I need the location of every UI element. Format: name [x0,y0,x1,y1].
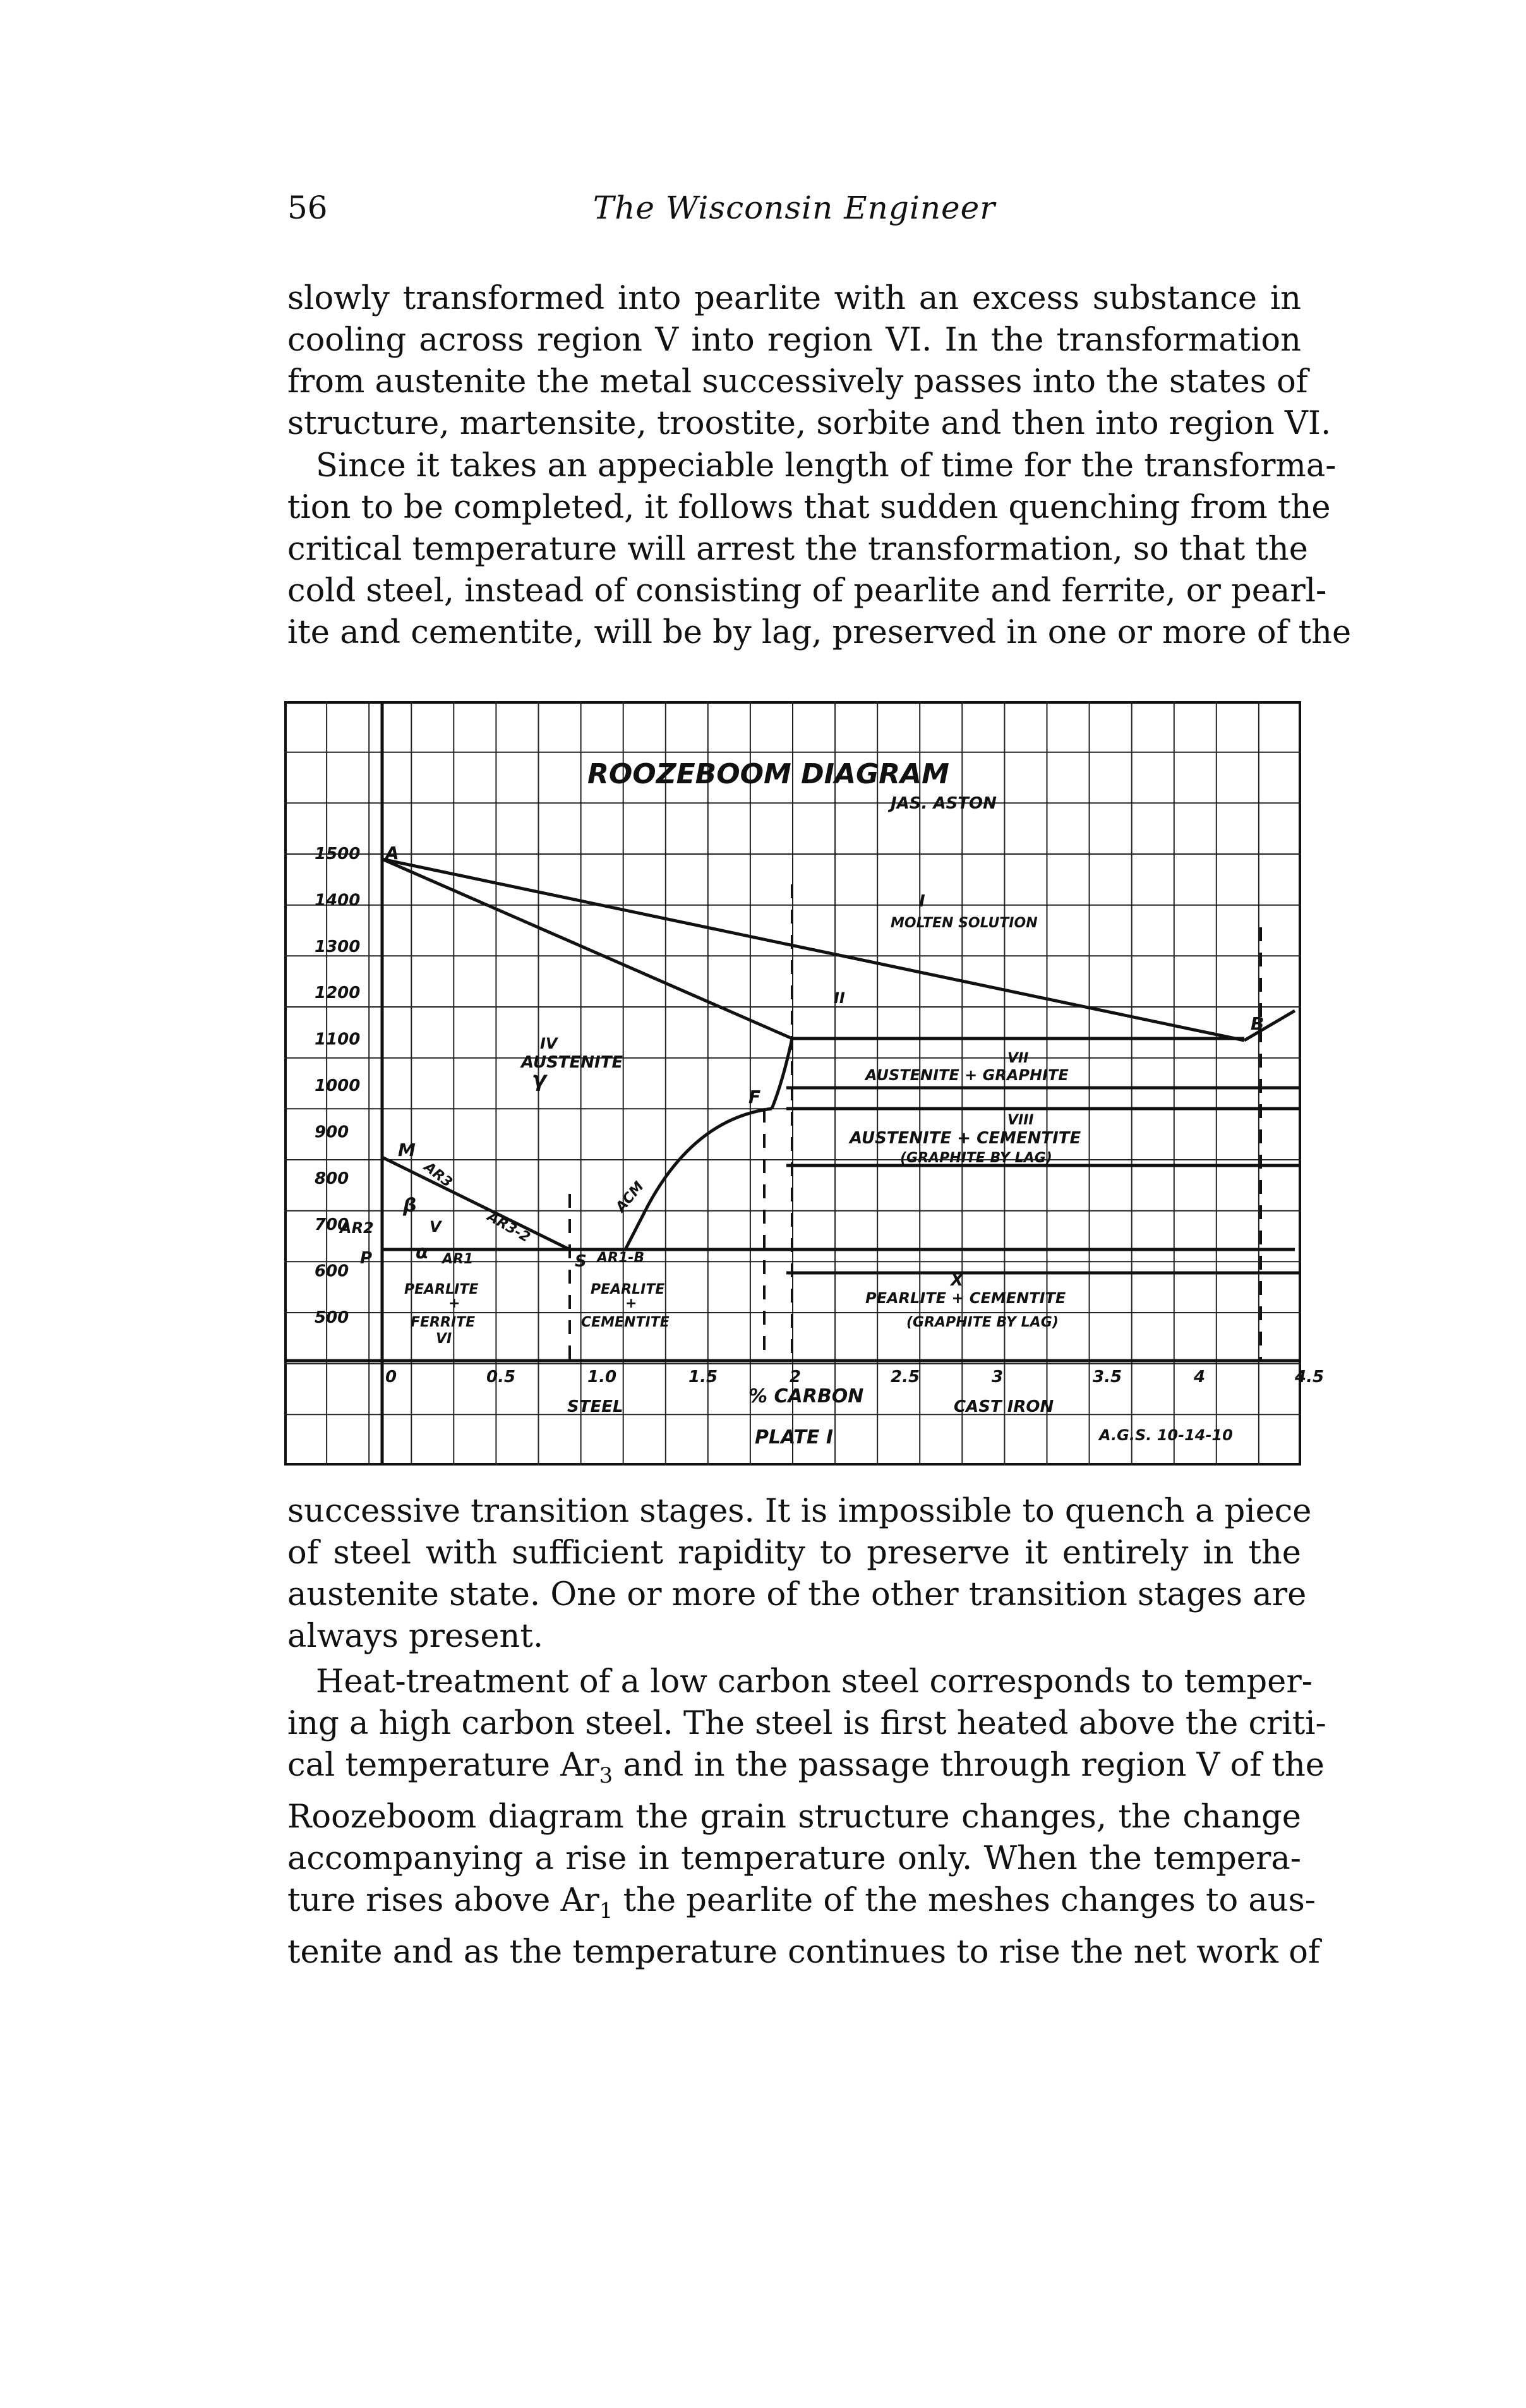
text-line: critical temperature will arrest the transformation, so that the [287,531,1308,568]
region-vi-num: VI [436,1331,452,1347]
text-line: structure, martensite, troostite, sorbite and then into region VI. [287,405,1331,442]
text-line: accompanying a rise in temperature only. When the tempera- [287,1840,1301,1878]
text-line: tion to be completed, it follows that sudden quenching from the [287,489,1331,526]
running-title: The Wisconsin Engineer [592,190,996,226]
text-fragment: and in the passage through region V of the [613,1747,1325,1784]
cementite-label-a: PEARLITE [591,1282,665,1297]
subscript: 3 [599,1763,613,1789]
ar2-label: AR2 [340,1219,374,1237]
paragraph-4 [287,1661,1326,1973]
region-viii-sub: (GRAPHITE BY LAG) [900,1150,1052,1166]
y-tick-label: 1000 [315,1076,361,1095]
diagram-title: ROOZEBOOM DIAGRAM [587,758,949,790]
plate-label: PLATE I [755,1426,834,1448]
y-tick-label: 900 [315,1123,349,1142]
region-vii-label: AUSTENITE + GRAPHITE [865,1066,1069,1084]
text-fragment: the pearlite of the meshes changes to aus- [613,1882,1316,1920]
x-tick-label: 1.0 [587,1368,617,1387]
region-vi-label-a: PEARLITE [404,1282,479,1297]
point-f: F [748,1087,761,1107]
text-line: Since it takes an appeciable length of time for the transforma- [316,447,1337,485]
diagram-author: JAS. ASTON [891,794,997,813]
x-tick-label: 4 [1194,1368,1206,1387]
x-tick-label: 3 [992,1368,1004,1387]
region-i-num: I [919,892,925,911]
region-x-num: X [951,1271,964,1290]
region-viii-label: AUSTENITE + CEMENTITE [850,1129,1081,1148]
region-vii-num: VII [1007,1050,1029,1066]
paragraph-3 [287,1491,1312,1658]
y-tick-label: 1500 [315,845,361,864]
region-vi-label-b: FERRITE [411,1315,476,1330]
y-tick-label: 700 [315,1215,349,1235]
page-header [287,190,1301,240]
point-m: M [398,1140,416,1160]
x-axis-title: % CARBON [748,1385,864,1407]
x-tick-label: 2 [790,1368,802,1387]
text-line: austenite state. One or more of the other transition stages are [287,1576,1307,1613]
x-axis-labels [385,1368,1324,1387]
x-tick-label: 3.5 [1093,1368,1122,1387]
diagram-text [339,758,1264,1448]
y-tick-label: 500 [315,1308,349,1327]
cementite-plus: + [625,1296,637,1311]
region-x-label: PEARLITE + CEMENTITE [865,1289,1066,1307]
phase-curves [382,859,1301,1361]
region-vi-plus: + [448,1296,460,1311]
y-axis-labels [315,845,360,1327]
text-line: always present. [287,1618,544,1655]
text-line: cooling across region V into region VI. In the transformation [287,322,1301,359]
y-tick-label: 1100 [315,1030,361,1049]
text-line [287,1745,1325,1797]
liquidus-line-ae [382,859,792,1038]
y-tick-label: 600 [315,1261,349,1281]
text-line: of steel with sufficient rapidity to preserve it entirely in the [287,1534,1301,1572]
paragraph-2 [287,445,1352,654]
point-s: S [575,1252,587,1271]
text-line: ite and cementite, will be by lag, preserved in one or more of the [287,614,1352,651]
text-line: ing a high carbon steel. The steel is first heated above the criti- [287,1705,1326,1742]
region-x-sub: (GRAPHITE BY LAG) [906,1315,1059,1330]
y-tick-label: 800 [315,1169,349,1188]
y-tick-label: 1400 [315,891,361,910]
point-a: A [385,843,399,864]
region-i-label: MOLTEN SOLUTION [891,915,1038,931]
point-beta: β [403,1195,417,1217]
x-tick-label: 2.5 [891,1368,920,1387]
point-alpha: α [416,1241,429,1263]
text-fragment: cal temperature Ar [287,1747,599,1784]
point-p: P [360,1249,373,1268]
roozeboom-diagram-figure [284,701,1325,1466]
text-line: cold steel, instead of consisting of pearlite and ferrite, or pearl- [287,572,1327,610]
text-line: Heat-treatment of a low carbon steel corresponds to temper- [316,1663,1313,1701]
ar3-label: AR3 [421,1159,455,1191]
text-line: successive transition stages. It is impossible to quench a piece [287,1493,1312,1530]
text-fragment: ture rises above Ar [287,1882,599,1920]
steel-label: STEEL [567,1397,623,1416]
x-tick-label: 0.5 [486,1368,516,1387]
region-iv-num: IV [540,1035,558,1052]
signature: A.G.S. 10-14-10 [1099,1426,1233,1444]
subscript: 1 [599,1898,613,1924]
roozeboom-diagram [284,701,1325,1466]
point-b: B [1251,1013,1265,1034]
paragraph-1 [287,278,1331,445]
region-iv-label: AUSTENITE [521,1053,623,1072]
ar1b-label: AR1-B [597,1250,645,1266]
text-line: from austenite the metal successively passes into the states of [287,363,1308,400]
y-tick-label: 1300 [315,937,361,956]
text-line: tenite and as the temperature continues to rise the net work of [287,1934,1320,1972]
acm-label: ACM [613,1179,647,1215]
text-line: slowly transformed into pearlite with an excess substance in [287,280,1301,317]
acm-upper [772,1038,792,1109]
region-ii-num: II [834,989,845,1007]
text-line [287,1880,1316,1932]
x-tick-label: 4.5 [1295,1368,1325,1387]
x-tick-label: 1.5 [688,1368,718,1387]
ar1-label: AR1 [442,1251,474,1267]
point-gamma: γ [532,1067,547,1092]
cast-iron-label: CAST IRON [954,1397,1054,1416]
region-v-num: V [430,1218,442,1236]
page-number: 56 [287,190,328,226]
liquidus-line-ab [382,859,1244,1040]
region-viii-num: VIII [1007,1112,1034,1128]
x-tick-label: 0 [385,1368,397,1387]
ar32-label: AR3-2 [484,1208,533,1246]
y-tick-label: 1200 [315,984,361,1003]
text-line: Roozeboom diagram the grain structure changes, the change [287,1798,1301,1836]
cementite-label-b: CEMENTITE [581,1315,670,1330]
